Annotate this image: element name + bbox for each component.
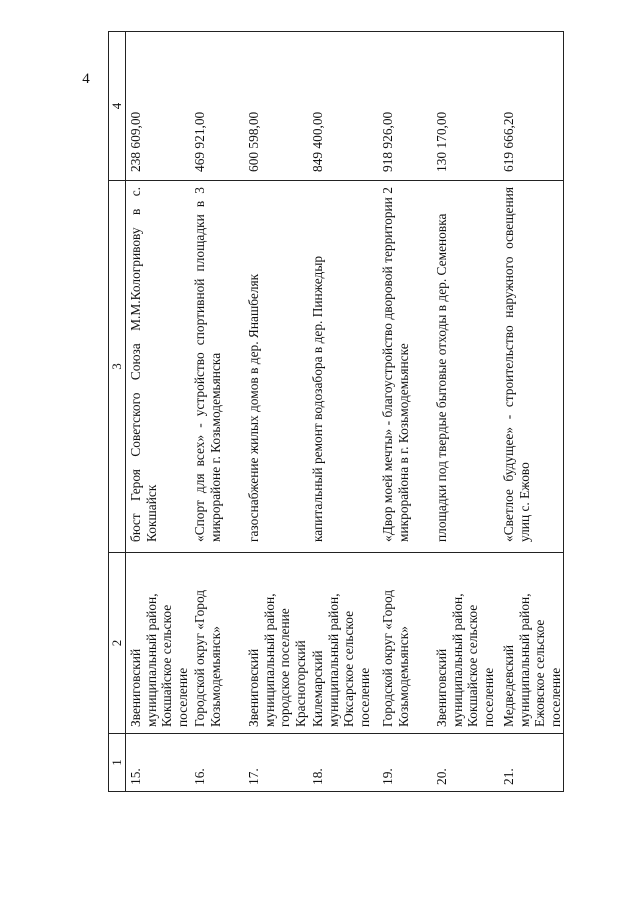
table-row (380, 32, 434, 792)
table-row (126, 32, 193, 792)
description-cell: «Двор моей мечты» - благоустройство дворовой территории 2 микрорайона в г. Козьмодемьянске (380, 181, 434, 553)
recipient-cell: Звениговский муниципальный район, городское поселение Красногорский (246, 553, 310, 734)
amount-cell: 469 921,00 (192, 32, 246, 181)
amount-cell: 238 609,00 (126, 32, 193, 181)
amount-cell: 619 666,20 (501, 32, 564, 181)
table-row (501, 32, 564, 792)
row-number: 21. (501, 734, 564, 792)
table-row (310, 32, 380, 792)
description-cell: площадки под твердые бытовые отходы в дер. Семеновка (434, 181, 501, 553)
description-cell: «Спорт для всех» - устройство спортивной площадки в 3 микрорайоне г. Козьмодемьянска (192, 181, 246, 553)
row-number: 19. (380, 734, 434, 792)
recipient-cell: Городской округ «Город Козьмодемьянск» (380, 553, 434, 734)
rotated-table-container (108, 32, 564, 792)
header-col-2: 2 (109, 553, 126, 734)
page-number: 4 (82, 71, 90, 87)
amount-cell: 849 400,00 (310, 32, 380, 181)
header-col-4: 4 (109, 32, 126, 181)
table-header-row (109, 32, 126, 792)
recipient-cell: Звениговский муниципальный район, Кокшайское сельское поселение (434, 553, 501, 734)
recipient-cell: Городской округ «Город Козьмодемьянск» (192, 553, 246, 734)
amount-cell: 918 926,00 (380, 32, 434, 181)
recipient-cell: Килемарский муниципальный район, Юксарское сельское поселение (310, 553, 380, 734)
description-cell: газоснабжение жилых домов в дер. Янашбеляк (246, 181, 310, 553)
row-number: 16. (192, 734, 246, 792)
description-cell: «Светлое будущее» - строительство наружного освещения улиц с. Ежово (501, 181, 564, 553)
description-cell: бюст Героя Советского Союза М.М.Кологривову в с. Кокшайск (126, 181, 193, 553)
row-number: 15. (126, 734, 193, 792)
recipient-cell: Звениговский муниципальный район, Кокшайское сельское поселение (126, 553, 193, 734)
recipient-cell: Медведевский муниципальный район, Ежовское сельское поселение (501, 553, 564, 734)
amount-cell: 130 170,00 (434, 32, 501, 181)
table-row (246, 32, 310, 792)
header-col-1: 1 (109, 734, 126, 792)
row-number: 18. (310, 734, 380, 792)
row-number: 17. (246, 734, 310, 792)
amount-cell: 600 598,00 (246, 32, 310, 181)
funding-table (108, 31, 564, 792)
header-col-3: 3 (109, 181, 126, 553)
table-row (192, 32, 246, 792)
row-number: 20. (434, 734, 501, 792)
table-row (434, 32, 501, 792)
description-cell: капитальный ремонт водозабора в дер. Пинжедыр (310, 181, 380, 553)
